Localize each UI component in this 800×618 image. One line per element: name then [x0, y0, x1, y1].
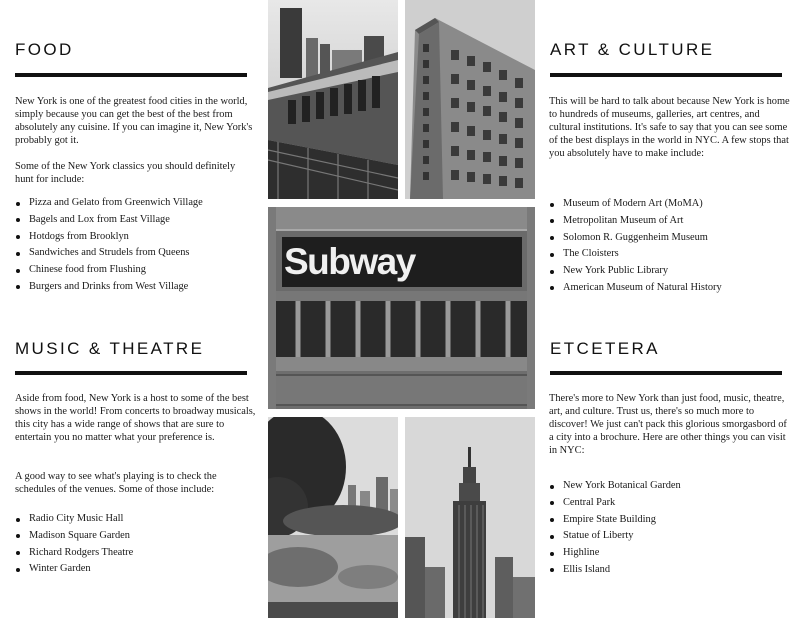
central-park-photo: [268, 417, 398, 618]
elevated-train-photo: [268, 0, 398, 199]
food-subintro: Some of the New York classics you should definitely hunt for include:: [15, 161, 236, 185]
list-item: American Museum of Natural History: [549, 280, 722, 297]
list-item: Radio City Music Hall: [15, 511, 133, 528]
list-item: Empire State Building: [549, 512, 681, 529]
art-divider: [550, 73, 782, 77]
list-item: Statue of Liberty: [549, 528, 681, 545]
music-subintro: A good way to see what's playing is to check the schedules of the venues. Some of those include:: [15, 471, 217, 495]
list-item: Hotdogs from Brooklyn: [15, 229, 203, 246]
music-divider: [15, 371, 247, 375]
etc-intro: There's more to New York than just food, music, theatre, art, and culture. Trust us, there's so much more to discover! We just can't pack this glorious smorgasbord of a city into a brochure. Here are other things you can visit in NYC:: [549, 393, 787, 456]
list-item: Museum of Modern Art (MoMA): [549, 196, 722, 213]
etc-list: [549, 478, 681, 579]
etc-divider: [550, 371, 782, 375]
food-list: [15, 195, 203, 296]
etc-heading: ETCETERA: [550, 339, 660, 358]
list-item: Madison Square Garden: [15, 528, 133, 545]
left-column: [0, 0, 266, 618]
list-item: The Cloisters: [549, 246, 722, 263]
subway-sign-text: Subway: [284, 241, 415, 282]
flatiron-photo: [405, 0, 535, 199]
art-list: [549, 196, 722, 297]
food-intro: New York is one of the greatest food cities in the world, simply because you can get the best of the best from absolutely any cuisine. If you can imagine it, New York's probably got it.: [15, 96, 253, 146]
art-intro: This will be hard to talk about because New York is home to hundreds of museums, galleries, art centres, and cultural institutions. It's safe to say that you can see some of the best displays in the world in NYC. A few stops that you absolutely have to make include:: [549, 96, 790, 159]
list-item: Chinese food from Flushing: [15, 262, 203, 279]
empire-state-photo: [405, 417, 535, 618]
list-item: Pizza and Gelato from Greenwich Village: [15, 195, 203, 212]
list-item: New York Public Library: [549, 263, 722, 280]
list-item: Burgers and Drinks from West Village: [15, 279, 203, 296]
food-heading: FOOD: [15, 40, 74, 59]
list-item: Solomon R. Guggenheim Museum: [549, 230, 722, 247]
list-item: New York Botanical Garden: [549, 478, 681, 495]
subway-entrance-photo: [268, 207, 535, 409]
art-heading: ART & CULTURE: [550, 40, 715, 59]
food-divider: [15, 73, 247, 77]
list-item: Metropolitan Museum of Art: [549, 213, 722, 230]
music-intro: Aside from food, New York is a host to some of the best shows in the world! From concerts to broadway musicals, this city has a wide range of shows that are sure to entertain you no matter what your preference is.: [15, 393, 256, 443]
list-item: Highline: [549, 545, 681, 562]
list-item: Bagels and Lox from East Village: [15, 212, 203, 229]
list-item: Central Park: [549, 495, 681, 512]
list-item: Ellis Island: [549, 562, 681, 579]
list-item: Richard Rodgers Theatre: [15, 545, 133, 562]
music-heading: MUSIC & THEATRE: [15, 339, 205, 358]
right-column: [536, 0, 800, 618]
list-item: Winter Garden: [15, 561, 133, 578]
music-list: [15, 511, 133, 578]
list-item: Sandwiches and Strudels from Queens: [15, 245, 203, 262]
